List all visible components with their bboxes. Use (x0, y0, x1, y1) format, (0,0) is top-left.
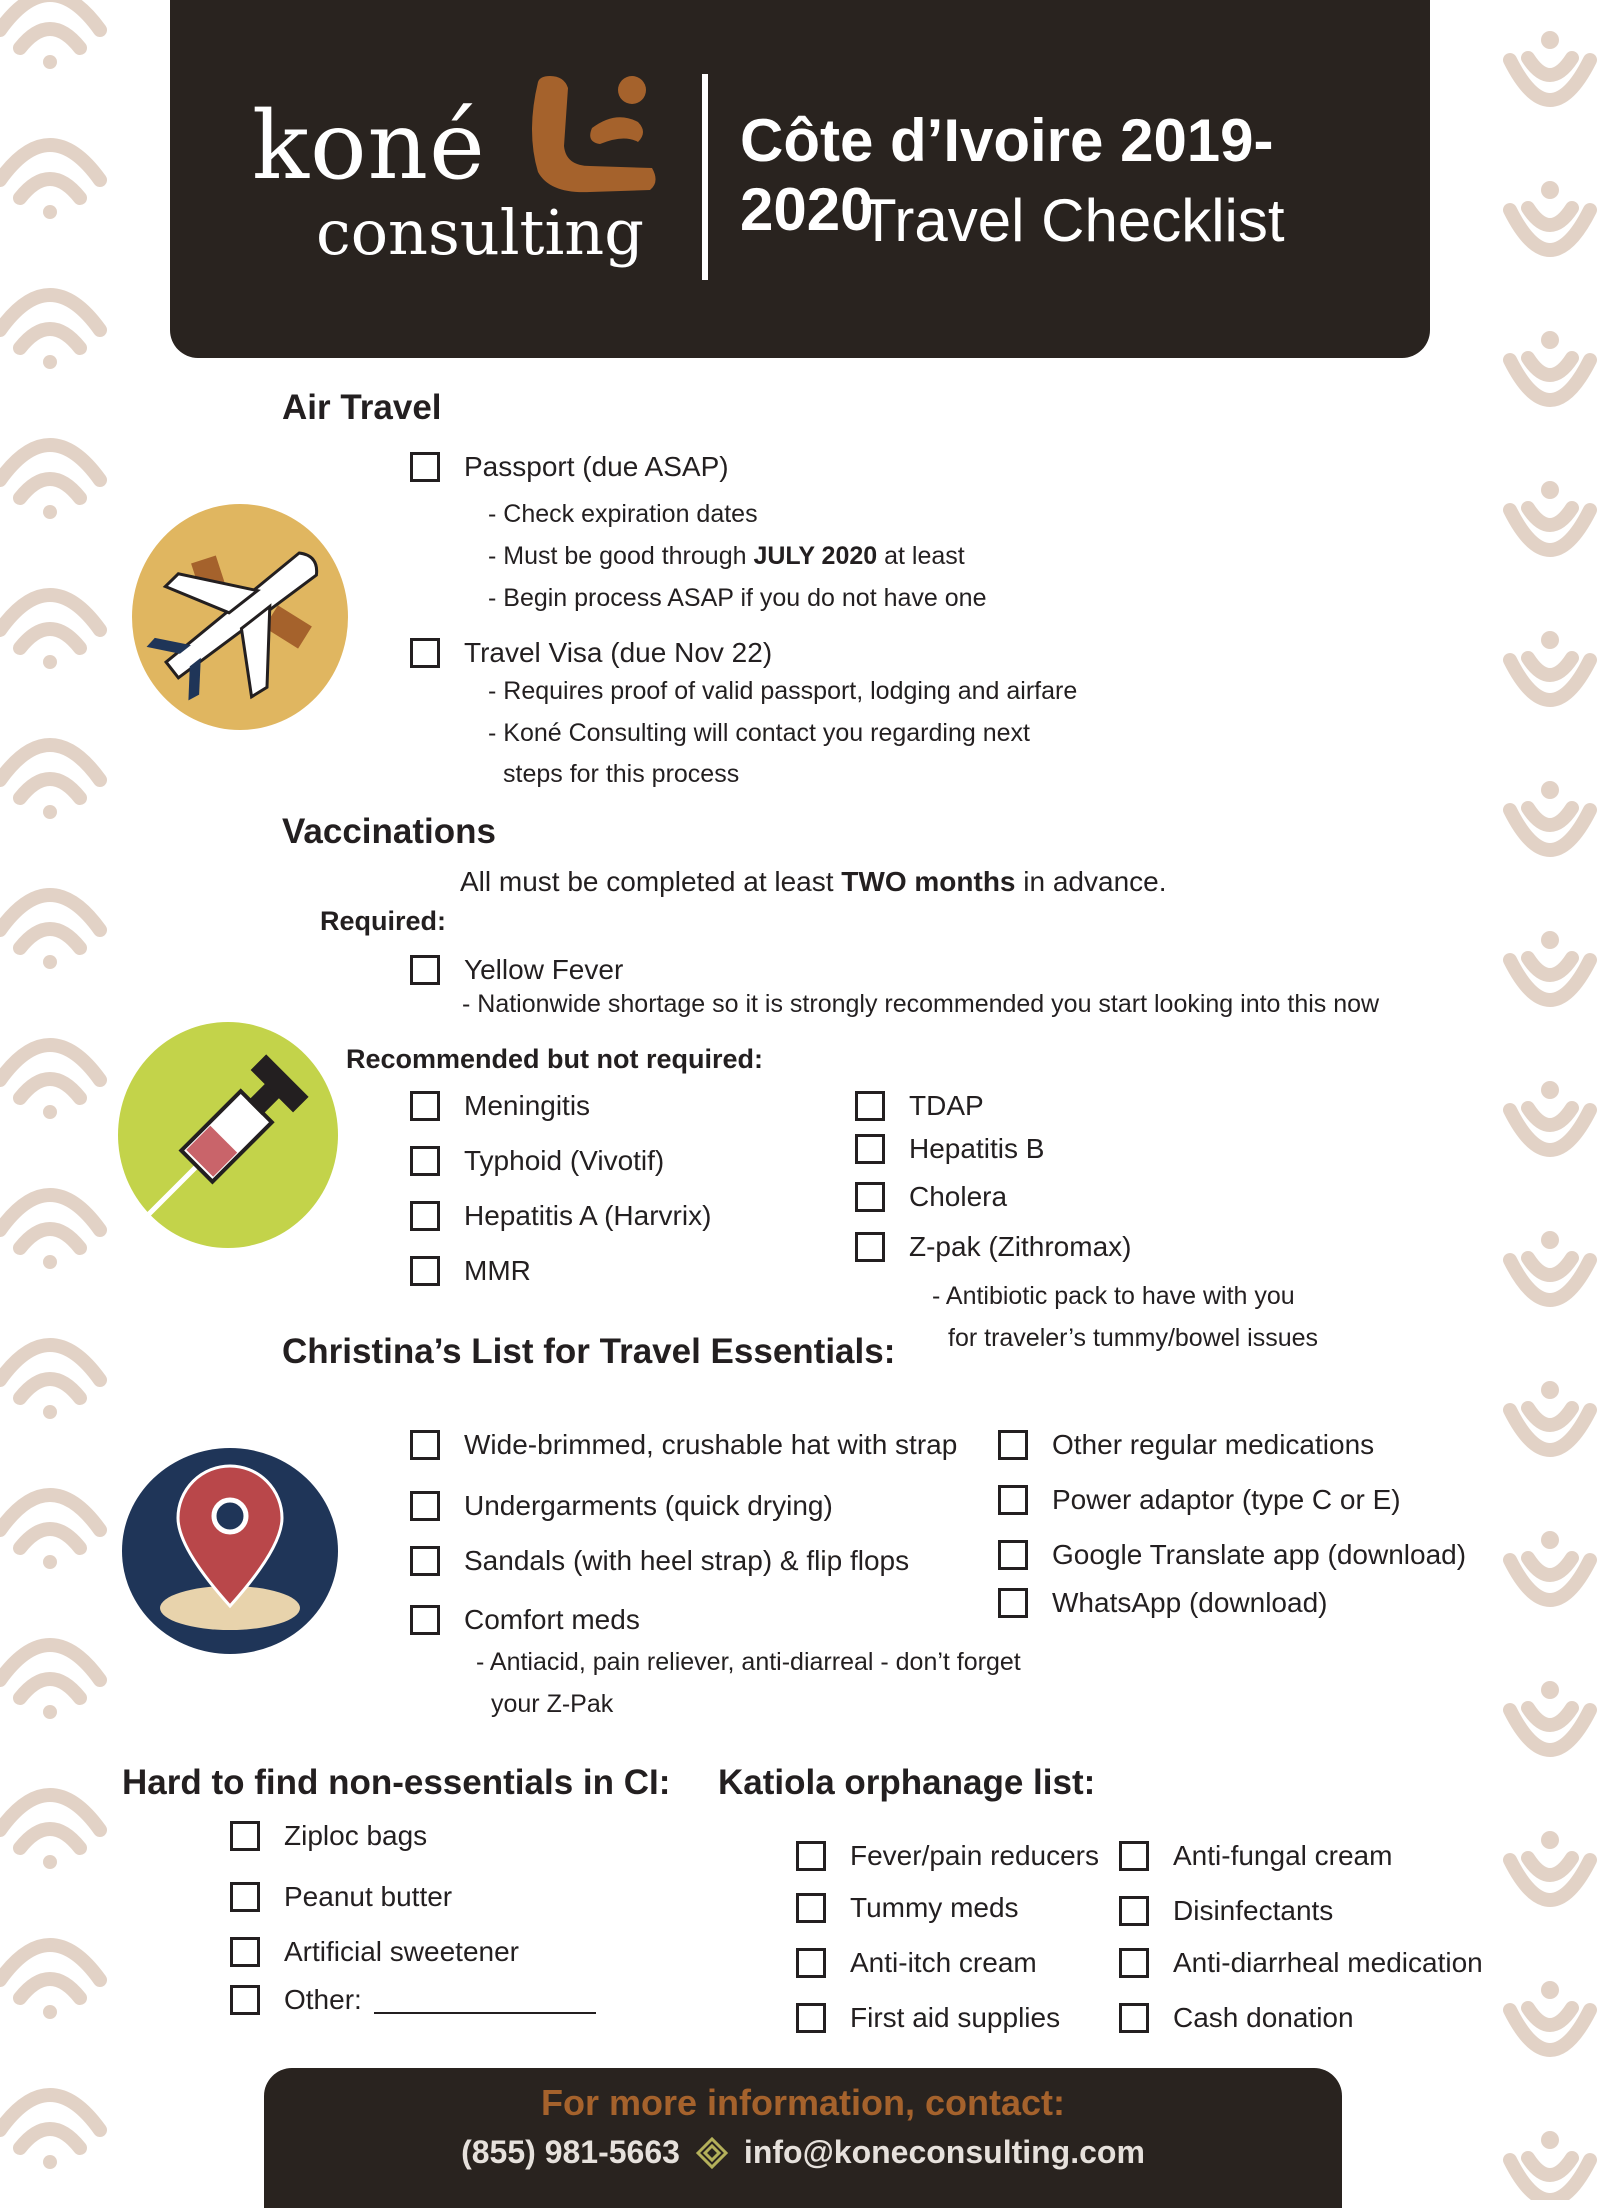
orphanage-checkbox-item[interactable] (796, 1947, 1037, 1979)
vaccine-checkbox-item[interactable] (855, 1181, 1007, 1213)
checkbox[interactable] (796, 1948, 826, 1978)
visa-label: Travel Visa (due Nov 22) (464, 637, 773, 668)
recommended-label: Recommended but not required: (346, 1044, 764, 1074)
zpak-note: for traveler’s tummy/bowel issues (948, 1324, 1319, 1352)
essentials-heading: Christina’s List for Travel Essentials: (282, 1332, 896, 1371)
essential-checkbox-item[interactable] (410, 1490, 833, 1522)
air-travel-icon-circle (132, 504, 348, 730)
required-label: Required: (320, 906, 447, 936)
checkbox[interactable] (998, 1540, 1028, 1570)
essential-checkbox-item[interactable] (998, 1539, 1466, 1571)
checkbox[interactable] (410, 1201, 440, 1231)
visa-note: - Koné Consulting will contact you regarding next (488, 719, 1030, 747)
vaccine-label: Cholera (909, 1181, 1008, 1212)
footer-contact (264, 2134, 1342, 2171)
checkbox[interactable] (230, 1821, 260, 1851)
essential-checkbox-item[interactable] (410, 1429, 957, 1461)
other-blank-line[interactable] (374, 1986, 596, 2014)
checkbox[interactable] (410, 1256, 440, 1286)
checkbox[interactable] (855, 1134, 885, 1164)
non-essential-label: Ziploc bags (284, 1820, 428, 1851)
syringe-icon (118, 1022, 338, 1248)
vaccine-checkbox-item[interactable] (855, 1090, 984, 1122)
checkbox[interactable] (230, 1882, 260, 1912)
orphanage-label: Anti-itch cream (850, 1947, 1037, 1978)
airplane-icon (132, 504, 348, 730)
vaccine-label: TDAP (909, 1090, 984, 1121)
essential-checkbox-item[interactable] (410, 1604, 640, 1636)
checkbox[interactable] (796, 2003, 826, 2033)
page-subtitle: Travel Checklist (860, 187, 1285, 254)
vaccine-label: Meningitis (464, 1090, 591, 1121)
yellow-fever-note: - Nationwide shortage so it is strongly recommended you start looking into this now (462, 990, 1380, 1018)
logo-mark-icon (520, 72, 660, 200)
essential-label: Comfort meds (464, 1604, 640, 1635)
orphanage-label: First aid supplies (850, 2002, 1061, 2033)
vaccinations-intro: All must be completed at least TWO months in advance. (460, 866, 1167, 897)
vaccine-label: MMR (464, 1255, 531, 1286)
checkbox[interactable] (230, 1937, 260, 1967)
vaccine-checkbox-item[interactable] (410, 1255, 531, 1287)
vaccine-label: Z-pak (Zithromax) (909, 1231, 1132, 1262)
checkbox[interactable] (855, 1182, 885, 1212)
checkbox[interactable] (796, 1893, 826, 1923)
ornament-icon (694, 2135, 730, 2171)
checkbox[interactable] (855, 1091, 885, 1121)
passport-checkbox-item[interactable] (410, 451, 729, 483)
logo-wordmark-kone: koné (252, 92, 486, 201)
checkbox[interactable] (796, 1841, 826, 1871)
essential-label: Power adaptor (type C or E) (1052, 1484, 1401, 1515)
orphanage-checkbox-item[interactable] (796, 2002, 1060, 2034)
non-essential-label: Artificial sweetener (284, 1936, 519, 1967)
checkbox[interactable] (855, 1232, 885, 1262)
non-essentials-heading: Hard to find non-essentials in CI: (122, 1763, 671, 1802)
checkbox[interactable] (410, 1605, 440, 1635)
non-essential-checkbox-item[interactable] (230, 1881, 452, 1913)
vaccine-checkbox-item[interactable] (410, 1145, 664, 1177)
orphanage-checkbox-item[interactable] (1119, 1840, 1392, 1872)
orphanage-checkbox-item[interactable] (796, 1892, 1019, 1924)
zpak-note: - Antibiotic pack to have with you (932, 1282, 1295, 1310)
orphanage-label: Anti-diarrheal medication (1173, 1947, 1483, 1978)
footer-email[interactable]: info@koneconsulting.com (743, 2134, 1145, 2170)
checkbox[interactable] (410, 1146, 440, 1176)
passport-note-july: - Must be good through JULY 2020 at least (488, 542, 965, 570)
page-title: Côte d’Ivoire 2019-2020 (740, 107, 1274, 243)
vaccination-icon-circle (118, 1022, 338, 1248)
orphanage-label: Cash donation (1173, 2002, 1354, 2033)
logo-wordmark-consulting: consulting (316, 196, 644, 269)
checkbox[interactable] (410, 638, 440, 668)
vaccine-checkbox-item[interactable] (855, 1231, 1131, 1263)
air-travel-heading: Air Travel (282, 388, 442, 427)
passport-note: - Check expiration dates (488, 500, 758, 528)
orphanage-checkbox-item[interactable] (1119, 1895, 1333, 1927)
non-essential-label: Peanut butter (284, 1881, 453, 1912)
comfort-meds-note: - Antiacid, pain reliever, anti-diarreal - don’t forget (476, 1648, 1021, 1676)
footer-phone[interactable]: (855) 981-5663 (461, 2134, 680, 2170)
vaccine-checkbox-item[interactable] (410, 1200, 711, 1232)
vaccine-label: Hepatitis B (909, 1133, 1045, 1164)
comfort-meds-note: your Z-Pak (491, 1690, 614, 1718)
essential-checkbox-item[interactable] (410, 1545, 909, 1577)
visa-note: steps for this process (503, 760, 740, 788)
yellow-fever-label: Yellow Fever (464, 954, 624, 985)
orphanage-checkbox-item[interactable] (796, 1840, 1099, 1872)
orphanage-label: Tummy meds (850, 1892, 1019, 1923)
checkbox[interactable] (1119, 1948, 1149, 1978)
footer-title: For more information, contact: (540, 2082, 1066, 2123)
checkbox[interactable] (1119, 2003, 1149, 2033)
passport-label: Passport (due ASAP) (464, 451, 729, 482)
orphanage-label: Anti-fungal cream (1173, 1840, 1393, 1871)
checkbox[interactable] (410, 1091, 440, 1121)
side-pattern-right (1440, 0, 1600, 2200)
essential-checkbox-item[interactable] (998, 1484, 1401, 1516)
orphanage-label: Disinfectants (1173, 1895, 1334, 1926)
checkbox[interactable] (998, 1588, 1028, 1618)
footer-banner (264, 2068, 1342, 2208)
yellow-fever-checkbox-item[interactable] (410, 954, 623, 986)
checkbox[interactable] (230, 1985, 260, 2015)
visa-note: - Requires proof of valid passport, lodging and airfare (488, 677, 1078, 705)
checkbox[interactable] (1119, 1841, 1149, 1871)
essential-label: Sandals (with heel strap) & flip flops (464, 1545, 910, 1576)
orphanage-label: Fever/pain reducers (850, 1840, 1100, 1871)
passport-note: - Begin process ASAP if you do not have one (488, 584, 987, 612)
checkbox[interactable] (410, 1546, 440, 1576)
vaccinations-heading: Vaccinations (282, 812, 496, 851)
essential-checkbox-item[interactable] (998, 1587, 1327, 1619)
checkbox[interactable] (410, 1491, 440, 1521)
visa-checkbox-item[interactable] (410, 637, 772, 669)
essentials-icon-circle (122, 1448, 338, 1654)
essential-label: Wide-brimmed, crushable hat with strap (464, 1429, 958, 1460)
vaccine-checkbox-item[interactable] (410, 1090, 590, 1122)
non-essential-label: Other: (284, 1984, 362, 2015)
header-divider (702, 74, 708, 280)
checkbox[interactable] (410, 955, 440, 985)
orphanage-checkbox-item[interactable] (1119, 2002, 1354, 2034)
location-pin-icon (122, 1448, 338, 1654)
essential-label: Undergarments (quick drying) (464, 1490, 833, 1521)
checkbox[interactable] (1119, 1896, 1149, 1926)
checkbox[interactable] (998, 1485, 1028, 1515)
essential-label: WhatsApp (download) (1052, 1587, 1328, 1618)
essential-label: Other regular medications (1052, 1429, 1375, 1460)
essential-label: Google Translate app (download) (1052, 1539, 1467, 1570)
vaccine-checkbox-item[interactable] (855, 1133, 1044, 1165)
non-essential-checkbox-item[interactable] (230, 1936, 519, 1968)
checkbox[interactable] (410, 452, 440, 482)
orphanage-checkbox-item[interactable] (1119, 1947, 1483, 1979)
essential-checkbox-item[interactable] (998, 1429, 1374, 1461)
checkbox[interactable] (998, 1430, 1028, 1460)
non-essential-checkbox-item[interactable] (230, 1820, 427, 1852)
checkbox[interactable] (410, 1430, 440, 1460)
vaccine-label: Typhoid (Vivotif) (464, 1145, 665, 1176)
non-essential-checkbox-item[interactable] (230, 1984, 596, 2016)
orphanage-heading: Katiola orphanage list: (718, 1763, 1096, 1802)
vaccine-label: Hepatitis A (Harvrix) (464, 1200, 712, 1231)
